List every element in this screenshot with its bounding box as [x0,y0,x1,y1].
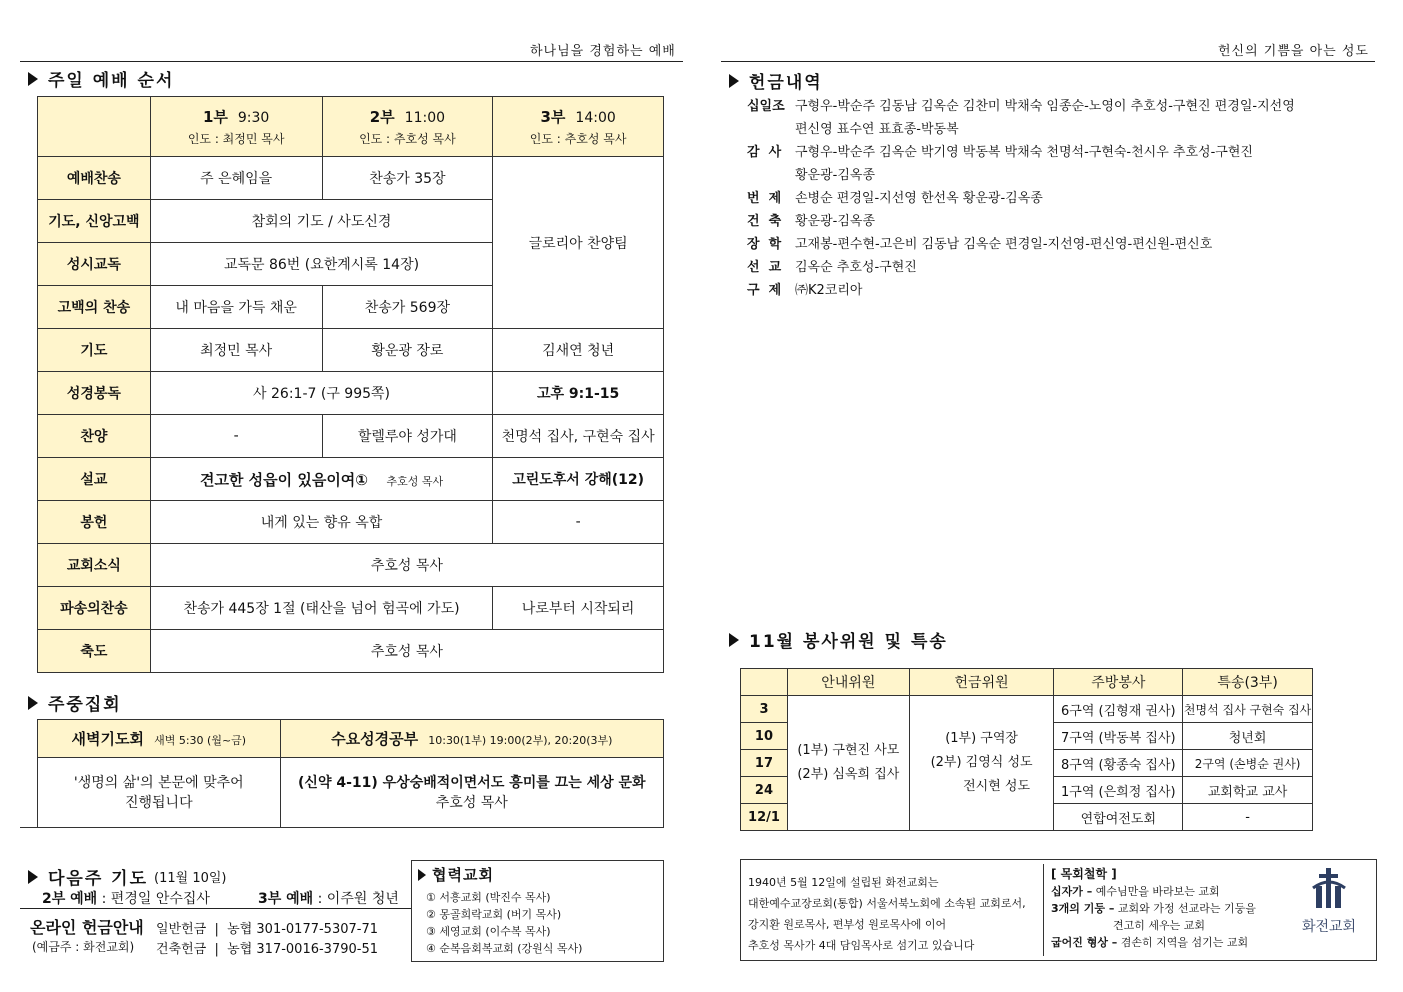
church-cross-icon [1309,866,1349,910]
online-title: 온라인 헌금안내 [30,918,144,937]
row-label-edu: 성시교독 [38,243,151,286]
list-item: ① 서흥교회 (박진수 목사) [426,891,551,904]
row-label-prayer: 기도 [38,329,151,372]
row-label-confess: 고백의 찬송 [38,286,151,329]
next-prayer-date: (11월 10일) [154,871,227,886]
offering-s3: - [493,501,664,544]
partners-title: 협력교회 [418,864,494,885]
header-divider-left [20,61,683,62]
prayer-s1: 최정민 목사 [150,329,322,372]
vol-kitchen: 8구역 (황종숙 집사) [1054,750,1183,777]
offering-row-relief: 구 제 ㈜K2코리아 [747,283,863,298]
offering-row-mission: 선 교 김옥순 추호성-구현진 [747,260,917,275]
praise-team-s3: 글로리아 찬양팀 [493,157,664,329]
page-header-left: 하나님을 경험하는 예배 [530,44,676,59]
row-label-creed: 기도, 신앙고백 [38,200,151,243]
weekday-table [37,719,664,828]
offering-row-burnt: 번 제 손병순 편경일-지선영 한선옥 황운광-김옥종 [747,191,1043,206]
online-holder: (예금주 : 화전교회) [32,940,135,954]
vol-special: - [1183,804,1313,831]
offering-row-tithe: 십일조 구형우-박순주 김동남 김옥순 김찬미 박채숙 임종순-노영이 추호성-구현진 편경일-지선영 편신영 표수연 표효종-박동복 [747,99,1295,137]
list-item: ④ 순복음회복교회 (강원식 목사) [426,942,583,955]
history-text: 1940년 5월 12일에 설립된 화전교회는 대한예수교장로회(통합) 서울서북노회에 소속된 교회로서, 강지환 원로목사, 편부성 원로목사에 이어 추호성 목사가 4대 담임목사로 섬기고 있습니다 [748,876,1026,952]
dawn-desc: '생명의 삶'의 본문에 맞추어 진행됩니다 [38,758,281,828]
row-label-offering: 봉헌 [38,501,151,544]
hymn-s1: 주 은혜임을 [150,157,322,200]
triangle-bullet-icon [418,869,426,881]
triangle-bullet-icon [28,870,38,884]
vol-header-special: 특송(3부) [1183,669,1313,696]
prayer-s2: 황운광 장로 [322,329,493,372]
row-label-blessing: 축도 [38,630,151,673]
creed-s12: 참회의 기도 / 사도신경 [150,200,492,243]
sermon-s12 [150,458,492,501]
next-prayer-title: 다음주 기도 [48,869,149,889]
prayer-s3: 김새연 청년 [493,329,664,372]
reading-s12: 사 26:1-7 (구 995쪽) [150,372,492,415]
offerings-title-text: 헌금내역 [749,73,823,93]
volunteers-section-title [729,627,948,652]
volunteers-table [740,668,1313,831]
volunteers-title-text: 11월 봉사위원 및 특송 [749,632,948,652]
worship-section-title [28,66,174,91]
vol-kitchen: 6구역 (김형재 권사) [1054,696,1183,723]
online-general: 일반헌금 | 농협 301-0177-5307-71 [156,922,379,937]
row-label-praise: 찬양 [38,415,151,458]
row-label-hymn: 예배찬송 [38,157,151,200]
sending-s3: 나로부터 시작되리 [493,587,664,630]
confess-s2: 찬송가 569장 [322,286,493,329]
sermon-s3: 고린도후서 강해(12) [493,458,664,501]
triangle-bullet-icon [729,633,739,647]
vol-date: 3 [741,696,788,723]
praise-s2: 할렐루야 성가대 [322,415,493,458]
offering-row-scholarship: 장 학 고재봉-편수현-고은비 김동남 김옥순 편경일-지선영-편신영-편신원-편신호 [747,237,1213,252]
weekday-title-text: 주중집회 [48,695,122,715]
online-building: 건축헌금 | 농협 317-0016-3790-51 [156,942,379,957]
vol-corner [741,669,788,696]
vol-offering: (1부) 구역장 (2부) 김영식 성도 전시현 성도 [909,696,1054,831]
weekday-section-title [28,690,122,715]
edu-s12: 교독문 86번 (요한계시록 14장) [150,243,492,286]
offering-row-building: 건 축 황운광-김옥종 [747,214,876,229]
wed-desc: (신약 4-11) 우상숭배적이면서도 흥미를 끄는 세상 문화 추호성 목사 [280,758,663,828]
vol-special: 청년회 [1183,723,1313,750]
news-all: 추호성 목사 [150,544,663,587]
sermon-title: 견고한 성읍이 있음이여① [199,470,368,489]
worship-order-table [37,96,664,673]
next-prayer-s2: 2부 예배 : 편경일 안수집사 [42,891,210,907]
next-prayer-s3: 3부 예배 : 이주원 청년 [258,891,399,907]
vol-kitchen: 7구역 (박동복 집사) [1054,723,1183,750]
vol-header-offering: 헌금위원 [909,669,1054,696]
praise-s3: 천명석 집사, 구현숙 집사 [493,415,664,458]
blessing-all: 추호성 목사 [150,630,663,673]
offerings-section-title [729,68,823,93]
online-divider [20,908,412,909]
vol-header-usher: 안내위원 [787,669,909,696]
row-label-sending: 파송의찬송 [38,587,151,630]
corner-cell [38,97,151,157]
logo-text: 화전교회 [1301,919,1357,935]
about-divider [1043,864,1044,956]
vol-header-kitchen: 주방봉사 [1054,669,1183,696]
hymn-s2: 찬송가 35장 [322,157,493,200]
praise-s1: - [150,415,322,458]
partners-list [426,889,582,957]
offerings-list [747,95,1367,302]
vol-date: 17 [741,750,788,777]
philosophy: [ 목회철학 ] 십자가 – 예수님만을 바라보는 교회 3개의 기둥 – 교회와 가정 선교라는 기둥을 견고히 세우는 교회 굽어진 형상 – 겸손히 지역을 섬기는 교회 [1051,867,1256,949]
church-logo [1289,866,1369,954]
row-label-sermon: 설교 [38,458,151,501]
row-label-news: 교회소식 [38,544,151,587]
sending-s12: 찬송가 445장 1절 (태산을 넘어 험곡에 가도) [150,587,492,630]
vol-date: 12/1 [741,804,788,831]
sermon-preacher: 추호성 목사 [386,474,444,488]
vol-date: 24 [741,777,788,804]
reading-s3: 고후 9:1-15 [493,372,664,415]
dawn-header: 새벽기도회 새벽 5:30 (월~금) [38,720,281,758]
confess-s1: 내 마음을 가득 채운 [150,286,322,329]
next-prayer-section [28,864,227,889]
vol-kitchen: 1구역 (은희정 집사) [1054,777,1183,804]
list-item: ③ 세영교회 (이수복 목사) [426,925,551,938]
about-box [740,859,1377,961]
vol-date: 10 [741,723,788,750]
row-label-reading: 성경봉독 [38,372,151,415]
service-3-header: 3부 14:00 인도 : 추호성 목사 [493,97,664,157]
partners-box [411,860,664,962]
service-2-header: 2부 11:00 인도 : 추호성 목사 [322,97,493,157]
triangle-bullet-icon [729,74,739,88]
offering-s12: 내게 있는 향유 옥합 [150,501,492,544]
vol-special: 천명석 집사 구현숙 집사 [1183,696,1313,723]
vol-kitchen: 연합여전도회 [1054,804,1183,831]
wed-header: 수요성경공부 10:30(1부) 19:00(2부), 20:20(3부) [280,720,663,758]
header-divider-right [721,61,1375,62]
vol-usher: (1부) 구현진 사모 (2부) 심옥희 집사 [787,696,909,831]
next-prayer-top-line [20,827,662,828]
page-header-right: 헌신의 기쁨을 아는 성도 [1218,44,1369,59]
offering-row-thanks: 감 사 구형우-박순주 김옥순 박기영 박동복 박채숙 천명석-구현숙-천시우 추호성-구현진 황운광-김옥종 [747,145,1253,183]
service-1-header: 1부 9:30 인도 : 최정민 목사 [150,97,322,157]
vol-special: 교회학교 교사 [1183,777,1313,804]
worship-title-text: 주일 예배 순서 [48,71,175,91]
list-item: ② 몽골희락교회 (버기 목사) [426,908,562,921]
vol-special: 2구역 (손병순 권사) [1183,750,1313,777]
triangle-bullet-icon [28,72,38,86]
triangle-bullet-icon [28,696,38,710]
